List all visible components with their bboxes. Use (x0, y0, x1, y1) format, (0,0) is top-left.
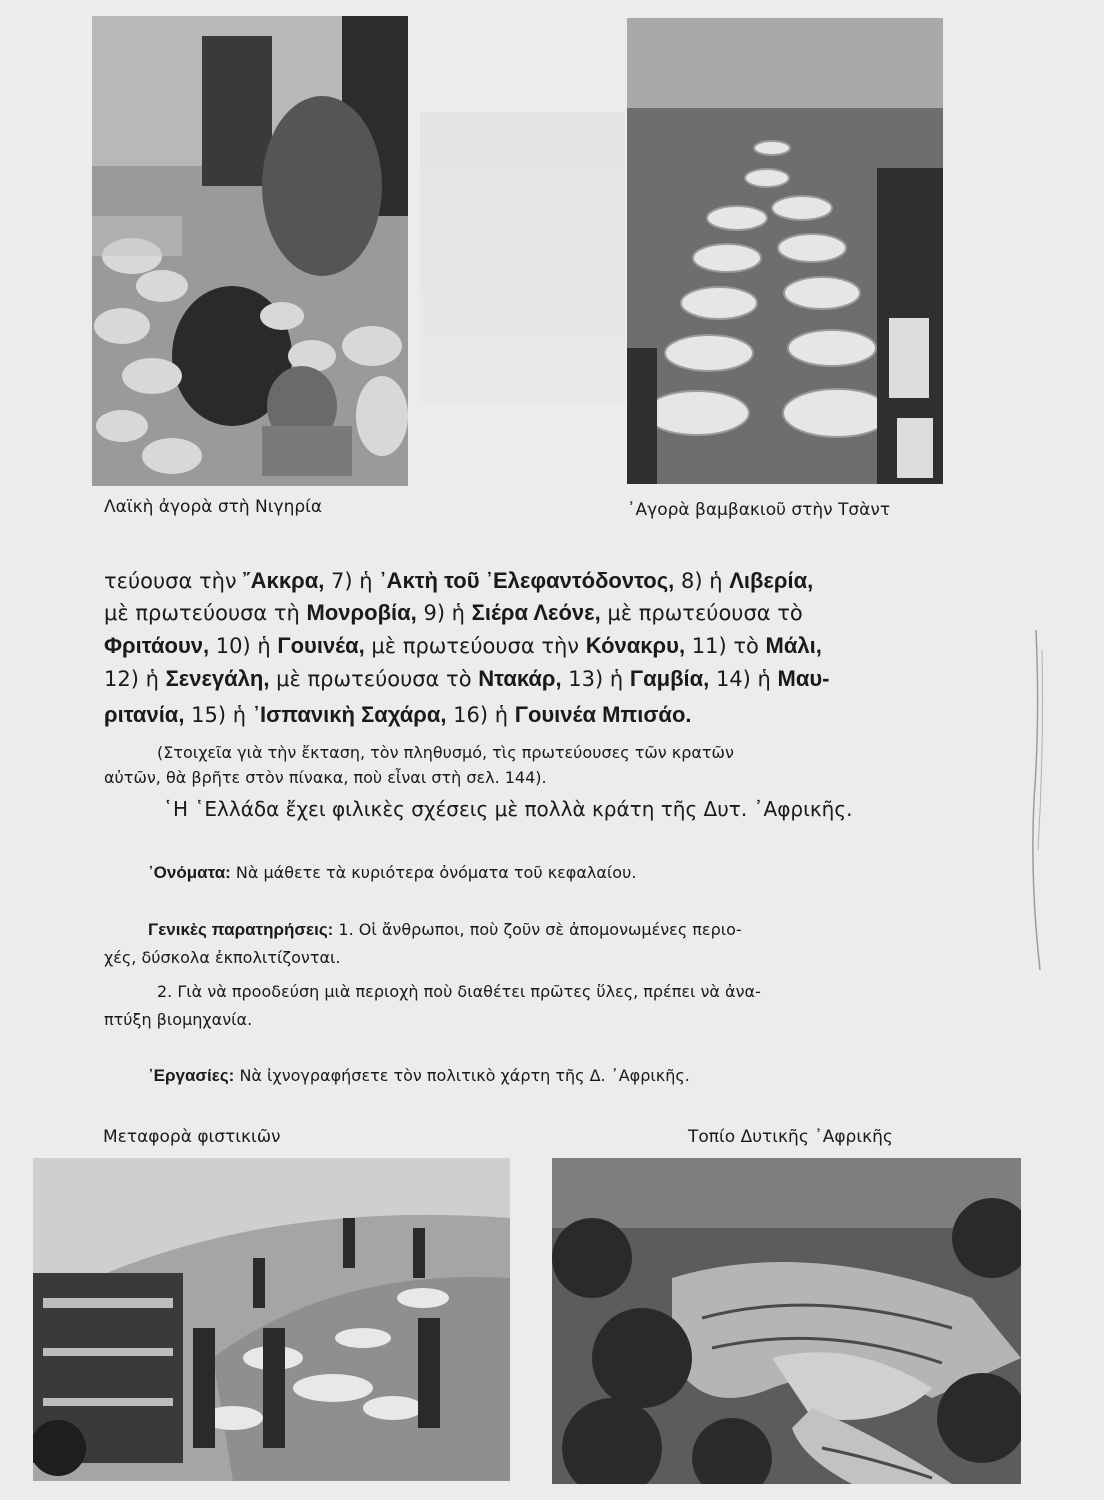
names-section: ᾿Ονόματα: Νὰ μάθετε τὰ κυριότερα ὀνόματα τοῦ κεφαλαίου. (148, 863, 637, 882)
caption-west-africa-landscape: Τοπίο Δυτικῆς ᾿Αφρικῆς (688, 1127, 893, 1147)
general-remarks-line-2: χές, δύσκολα ἐκπολιτίζονται. (104, 948, 341, 967)
chad-cotton-market-photo (627, 18, 943, 484)
general-remarks-line-1: Γενικὲς παρατηρήσεις: 1. Οἱ ἄνθρωποι, ποὺ ζοῦν σὲ ἀπομονωμένες περιο- (148, 920, 742, 939)
paragraph-line-5: ριτανία, 15) ἡ ᾿Ισπανικὴ Σαχάρα, 16) ἡ Γουινέα Μπισάο. (104, 702, 692, 727)
bleed-through-shadow (420, 112, 625, 402)
peanut-transport-photo (33, 1158, 510, 1481)
caption-chad-cotton-market: ᾿Αγορὰ βαμβακιοῦ στὴν Τσὰντ (627, 500, 891, 520)
general-remarks-line-3: 2. Γιὰ νὰ προοδεύση μιὰ περιοχὴ ποὺ διαθέτει πρῶτες ὕλες, πρέπει νὰ ἀνα- (157, 982, 761, 1001)
general-remarks-line-4: πτύξη βιομηχανία. (104, 1010, 253, 1029)
paragraph-line-4: 12) ἡ Σενεγάλη, μὲ πρωτεύουσα τὸ Ντακάρ, 13) ἡ Γαμβία, 14) ἡ Μαυ- (104, 666, 830, 691)
caption-peanut-transport: Μεταφορὰ φιστικιῶν (103, 1127, 281, 1147)
paragraph-line-1: τεύουσα τὴν ῎Ακκρα, 7) ἡ ᾿Ακτὴ τοῦ ᾿Ελεφαντόδοντος, 8) ἡ Λιβερία, (104, 568, 814, 593)
stats-note-line-1: (Στοιχεῖα γιὰ τὴν ἔκταση, τὸν πληθυσμό, τὶς πρωτεύουσες τῶν κρατῶν (157, 743, 734, 762)
caption-nigeria-market: Λαϊκὴ ἀγορὰ στὴ Νιγηρία (104, 497, 323, 517)
greece-relations-line: ῾Η ῾Ελλάδα ἔχει φιλικὲς σχέσεις μὲ πολλὰ κράτη τῆς Δυτ. ᾿Αφρικῆς. (163, 797, 853, 821)
west-africa-landscape-photo (552, 1158, 1021, 1484)
paragraph-line-2: μὲ πρωτεύουσα τὴ Μονροβία, 9) ἡ Σιέρα Λεόνε, μὲ πρωτεύουσα τὸ (104, 600, 803, 625)
tasks-section: ᾿Εργασίες: Νὰ ἰχνογραφήσετε τὸν πολιτικὸ χάρτη τῆς Δ. ᾿Αφρικῆς. (148, 1066, 690, 1085)
pencil-margin-mark (1026, 630, 1050, 970)
stats-note-line-2: αὐτῶν, θὰ βρῆτε στὸν πίνακα, ποὺ εἶναι στὴ σελ. 144). (104, 768, 547, 787)
paragraph-line-3: Φριτάουν, 10) ἡ Γουινέα, μὲ πρωτεύουσα τὴν Κόνακρυ, 11) τὸ Μάλι, (104, 633, 822, 658)
nigeria-market-photo (92, 16, 408, 486)
